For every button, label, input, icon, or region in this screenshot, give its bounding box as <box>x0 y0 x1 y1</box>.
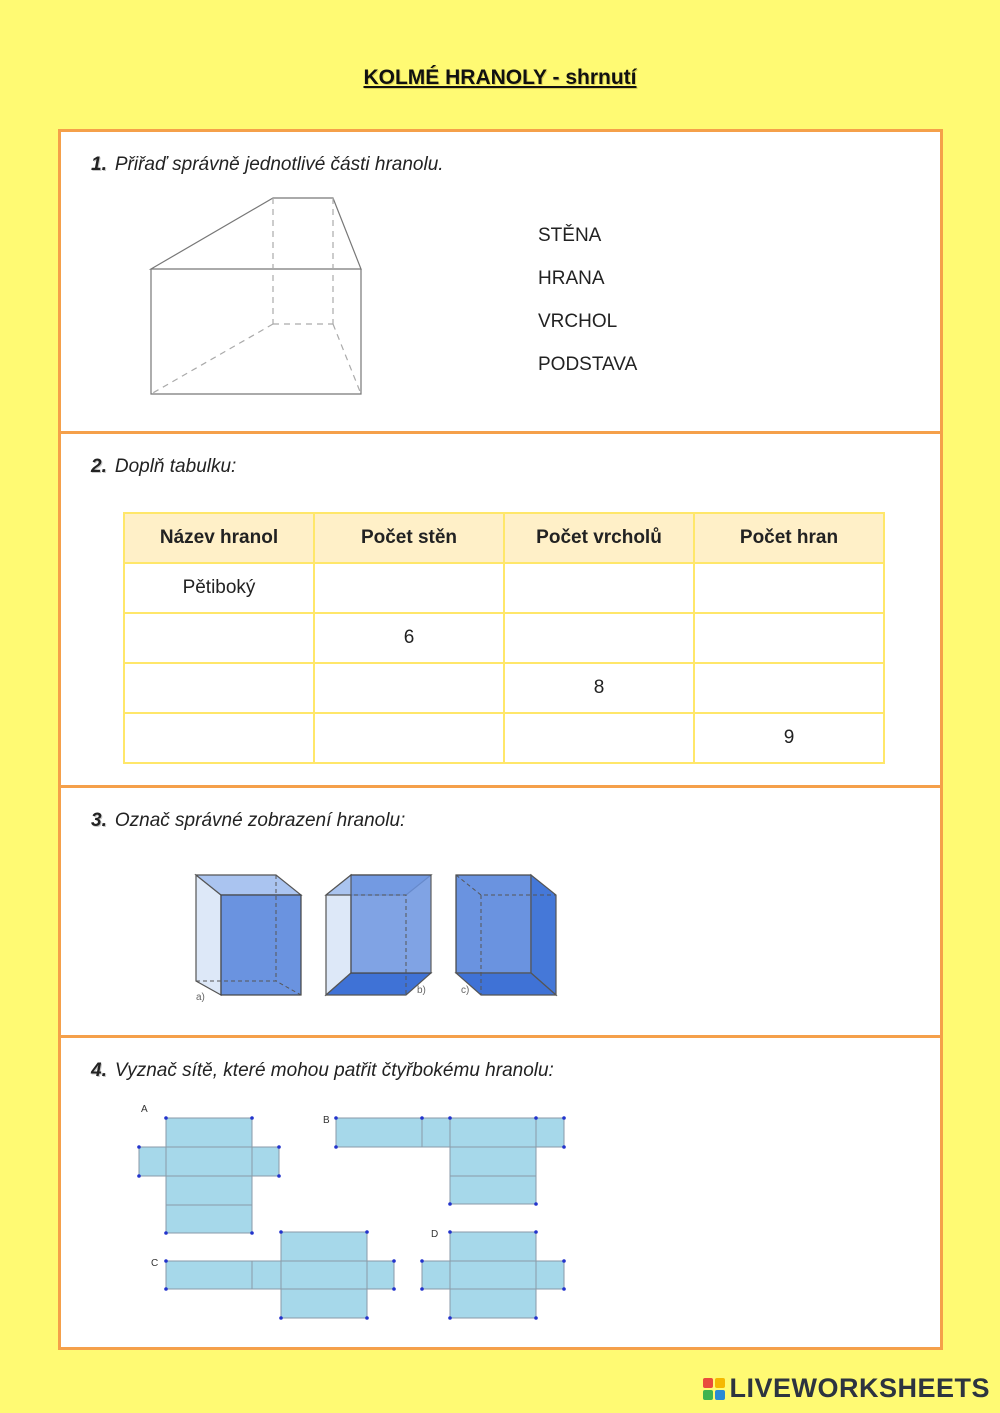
table-header: Počet stěn <box>314 513 504 563</box>
table-row <box>124 713 884 763</box>
task-4-instruction <box>91 1060 554 1082</box>
table-cell[interactable] <box>504 563 694 613</box>
table-cell[interactable] <box>314 663 504 713</box>
task-3-section <box>58 785 943 1038</box>
table-cell[interactable]: 6 <box>314 613 504 663</box>
task-number: 2. <box>91 456 107 477</box>
prism-table <box>123 512 885 764</box>
cube-option-c[interactable] <box>456 875 556 996</box>
task-text: Vyznač sítě, které mohou patřit čtyřbokému hranolu: <box>114 1060 554 1081</box>
cube-options <box>191 863 571 1003</box>
liveworksheets-logo-icon <box>703 1378 725 1400</box>
prism-drawing <box>146 192 376 402</box>
table-row <box>124 563 884 613</box>
table-cell[interactable] <box>314 563 504 613</box>
task-text: Označ správné zobrazení hranolu: <box>114 810 406 831</box>
option-label: a) <box>196 992 205 1003</box>
net-label-a: A <box>141 1104 148 1115</box>
table-cell[interactable]: 8 <box>504 663 694 713</box>
net-label-b: B <box>323 1115 330 1126</box>
word-hrana[interactable]: HRANA <box>538 268 605 289</box>
option-label: b) <box>417 985 426 996</box>
cube-option-b[interactable] <box>326 875 431 996</box>
table-header: Počet hran <box>694 513 884 563</box>
word-vrchol[interactable]: VRCHOL <box>538 311 618 332</box>
option-label: c) <box>461 985 470 996</box>
table-header-row <box>124 513 884 563</box>
table-cell[interactable] <box>124 713 314 763</box>
task-3-instruction <box>91 810 405 832</box>
table-cell[interactable] <box>314 713 504 763</box>
task-2-instruction <box>91 456 236 478</box>
table-cell[interactable] <box>124 613 314 663</box>
task-text: Doplň tabulku: <box>114 456 237 477</box>
word-podstava[interactable]: PODSTAVA <box>538 354 638 375</box>
net-b[interactable] <box>336 1118 564 1204</box>
net-label-d: D <box>431 1229 439 1240</box>
watermark-text: LIVEWORKSHEETS <box>729 1373 990 1403</box>
net-label-c: C <box>151 1258 159 1269</box>
task-4-section <box>58 1035 943 1350</box>
table-cell[interactable] <box>694 563 884 613</box>
task-number: 4. <box>91 1060 107 1081</box>
cube-option-a[interactable] <box>196 875 301 1003</box>
task-1-section <box>58 129 943 434</box>
table-cell[interactable] <box>694 663 884 713</box>
task-text: Přiřaď správně jednotlivé části hranolu. <box>114 154 444 175</box>
table-cell[interactable]: Pětiboký <box>124 563 314 613</box>
watermark <box>703 1373 990 1404</box>
page-title: KOLMÉ HRANOLY - shrnutí <box>363 66 637 89</box>
table-cell[interactable] <box>504 613 694 663</box>
table-row <box>124 663 884 713</box>
net-a[interactable] <box>139 1118 279 1233</box>
net-d[interactable] <box>422 1232 564 1318</box>
table-header: Název hranol <box>124 513 314 563</box>
parts-word-list <box>538 214 637 386</box>
table-cell[interactable] <box>124 663 314 713</box>
table-row <box>124 613 884 663</box>
task-1-instruction <box>91 154 444 176</box>
table-cell[interactable]: 9 <box>694 713 884 763</box>
task-number: 1. <box>91 154 107 175</box>
table-header: Počet vrcholů <box>504 513 694 563</box>
table-cell[interactable] <box>504 713 694 763</box>
net-c[interactable] <box>166 1232 394 1318</box>
task-2-section <box>58 431 943 788</box>
word-stena[interactable]: STĚNA <box>538 225 602 246</box>
table-cell[interactable] <box>694 613 884 663</box>
task-number: 3. <box>91 810 107 831</box>
nets-drawing <box>131 1103 581 1328</box>
